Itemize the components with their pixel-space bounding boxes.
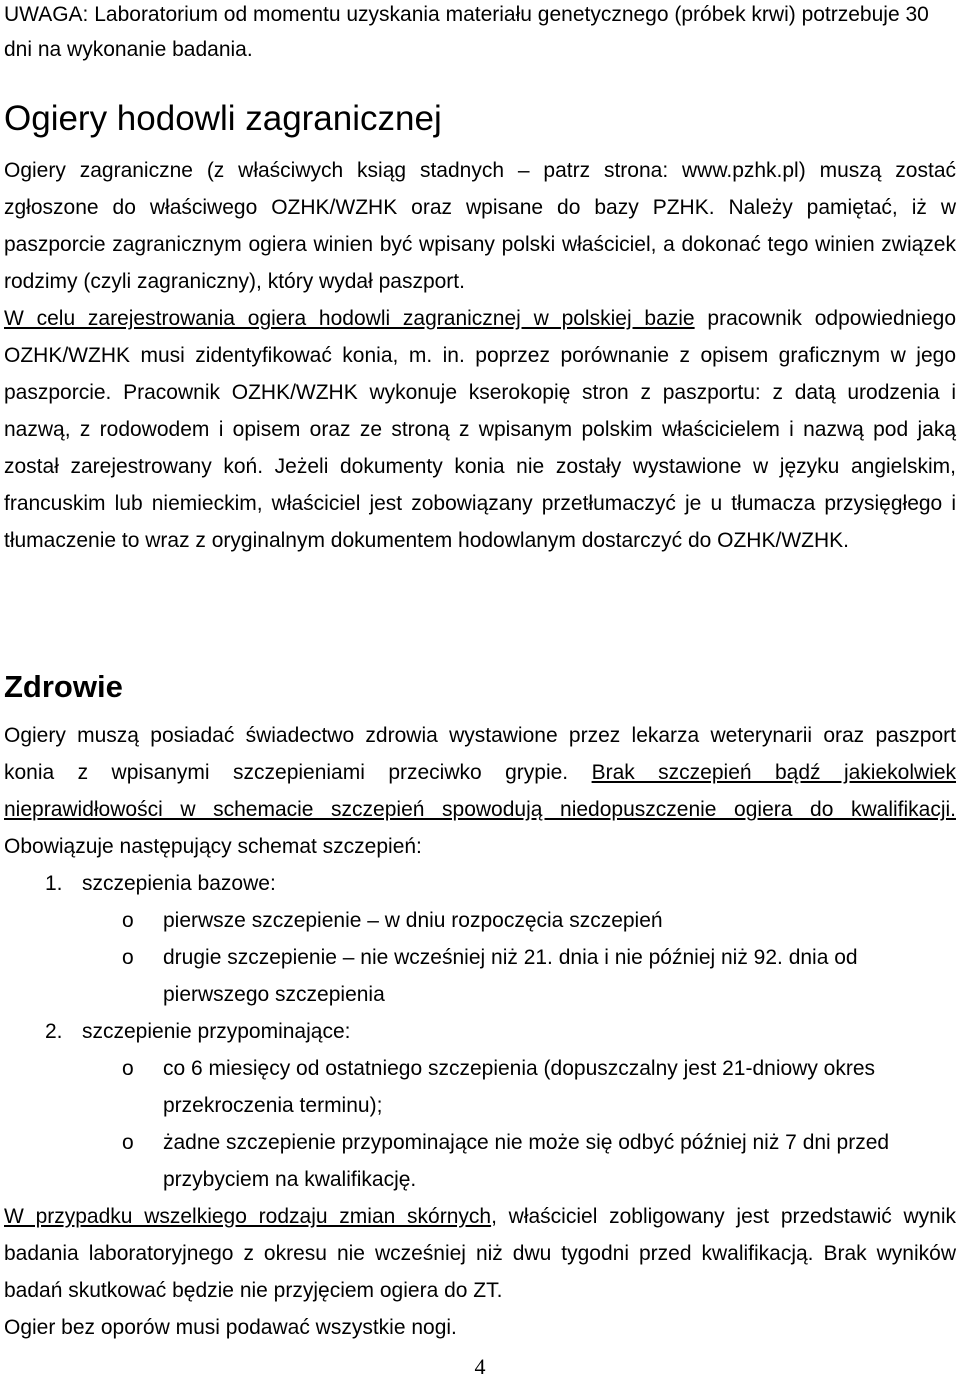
foreign-stallions-body (4, 152, 956, 559)
lab-warning-text: UWAGA: Laboratorium od momentu uzyskania materiału genetycznego (próbek krwi) potrzebuje 30 dni na wykonanie badania. (4, 3, 929, 61)
bullet-icon: o (122, 946, 134, 969)
vaccination-scheme-intro: Obowiązuje następujący schemat szczepień: (4, 835, 422, 858)
sub-list-item (4, 902, 956, 939)
bullet-icon: o (122, 909, 134, 932)
foreign-stallions-paragraph-2 (4, 300, 956, 559)
sub-list-item (4, 1050, 956, 1124)
list-item-label: szczepienia bazowe: (82, 872, 276, 895)
list-number: 1. (45, 872, 63, 895)
health-intro-text: Ogiery muszą posiadać świadectwo zdrowia wystawione przez lekarza weterynarii oraz paszport konia z wpisanymi szczepieniami przeciwko grypie. (4, 724, 956, 784)
sub-list-item-text: żadne szczepienie przypominające nie może się odbyć później niż 7 dni przed przybyciem na kwalifikację. (163, 1131, 890, 1191)
sub-list-item-text: pierwsze szczepienie – w dniu rozpoczęcia szczepień (163, 909, 663, 932)
health-paragraph-3: Ogier bez oporów musi podawać wszystkie nogi. (4, 1316, 457, 1339)
list-number: 2. (45, 1020, 63, 1043)
vaccination-scheme-list (4, 865, 956, 1198)
sub-list-item-text: co 6 miesięcy od ostatniego szczepienia (dopuszczalny jest 21-dniowy okres przekroczenia terminu); (163, 1057, 876, 1117)
health-paragraph-1 (4, 717, 956, 865)
page-number: 4 (474, 1354, 486, 1379)
bullet-icon: o (122, 1131, 134, 1154)
skin-changes-underlined: W przypadku wszelkiego rodzaju zmian skórnych (4, 1205, 492, 1228)
list-item-base-vaccinations (4, 865, 956, 1013)
section-heading-foreign-stallions: Ogiery hodowli zagranicznej (4, 99, 442, 138)
sub-list-item-text: drugie szczepienie – nie wcześniej niż 21. dnia i nie później niż 92. dnia od pierwszego szczepienia (163, 946, 858, 1006)
list-item-booster-vaccination (4, 1013, 956, 1198)
health-paragraph-2 (4, 1198, 956, 1309)
section-heading-health: Zdrowie (4, 669, 123, 704)
health-body (4, 717, 956, 1346)
registration-underlined-text: W celu zarejestrowania ogiera hodowli zagranicznej w polskiej bazie (4, 307, 695, 330)
skin-changes-text: , właściciel zobligowany jest przedstawić wynik badania laboratoryjnego z okresu nie wcześniej niż dwu tygodni przed kwalifikacją. Brak wyników badań skutkować będzie nie przyjęciem ogiera do ZT. (4, 1205, 956, 1302)
vaccination-warning-underlined: Brak szczepień bądź jakiekolwiek nieprawidłowości w schemacie szczepień spowodują niedopuszczenie ogiera do kwalifikacji. (4, 761, 957, 821)
bullet-icon: o (122, 1057, 134, 1080)
foreign-stallions-paragraph-1: Ogiery zagraniczne (z właściwych ksiąg stadnych – patrz strona: www.pzhk.pl) muszą zostać zgłoszone do właściwego OZHK/WZHK oraz wpisane do bazy PZHK. Należy pamiętać, iż w paszporcie zagranicznym ogiera winien być wpisany polski właściciel, a dokonać tego winien związek rodzimy (czyli zagraniczny), który wydał paszport. (4, 159, 956, 293)
list-item-label: szczepienie przypominające: (82, 1020, 351, 1043)
sub-list (82, 902, 956, 1013)
sub-list-item (4, 1124, 956, 1198)
sub-list-item (4, 939, 956, 1013)
sub-list (82, 1050, 956, 1198)
registration-paragraph-text: pracownik odpowiedniego OZHK/WZHK musi zidentyfikować konia, m. in. poprzez porównanie z opisem graficznym w jego paszporcie. Pracownik OZHK/WZHK wykonuje kserokopię stron z paszportu: z datą urodzenia i nazwą, z rodowodem i opisem oraz ze stroną z wpisanym polskim właścicielem i nazwą pod jaką został zarejestrowany koń. Jeżeli dokumenty konia nie zostały wystawione w języku angielskim, francuskim lub niemieckim, właściciel jest zobowiązany przetłumaczyć je u tłumacza przysięgłego i tłumaczenie to wraz z oryginalnym dokumentem hodowlanym dostarczyć do OZHK/WZHK. (4, 307, 957, 552)
